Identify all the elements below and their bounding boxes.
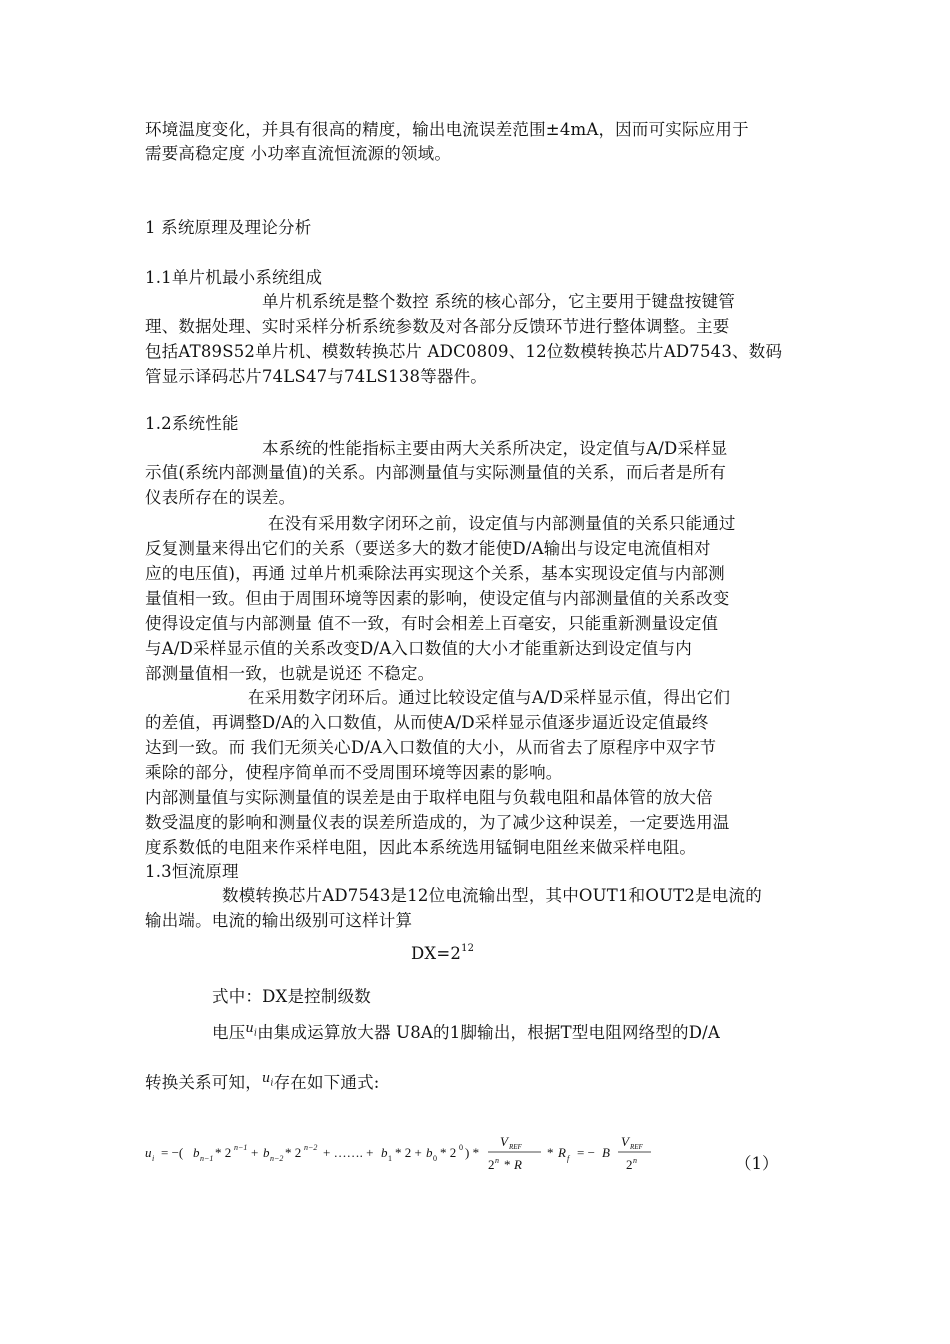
section-1-2-para4-line: 数受温度的影响和测量仪表的误差所造成的，为了减少这种误差，一定要选用温 (145, 813, 730, 832)
output-voltage-formula (145, 1128, 785, 1178)
svg-text:n−2: n−2 (304, 1143, 318, 1152)
svg-text:) *: ) * (465, 1145, 480, 1160)
section-1-2-para4-line: 度系数低的电阻来作采样电阻，因此本系统选用锰铜电阻丝来做采样电阻。 (145, 838, 697, 857)
svg-text:b: b (381, 1145, 388, 1160)
section-1-heading: 1 系统原理及理论分析 (145, 218, 312, 237)
svg-text:B: B (602, 1145, 610, 1160)
section-1-2-para3-line: 乘除的部分，使程序简单而不受周围环境等因素的影响。 (145, 763, 563, 782)
svg-text:*: * (504, 1157, 511, 1172)
section-1-2-para2-line: 量值相一致。但由于周围环境等因素的影响，使设定值与内部测量值的关系改变 (145, 589, 730, 608)
svg-text:V: V (621, 1134, 629, 1149)
svg-text:n−1: n−1 (200, 1154, 214, 1163)
svg-text:R: R (558, 1145, 566, 1160)
svg-text:= −(: = −( (161, 1145, 184, 1160)
svg-text:n−1: n−1 (234, 1143, 248, 1152)
voltage-prefix: 电压 (212, 1023, 246, 1042)
equation-number: （1） (735, 1154, 779, 1173)
section-1-2-para1-line: 示值(系统内部测量值)的关系。内部测量值与实际测量值的关系，而后者是所有 (145, 463, 727, 482)
svg-text:0: 0 (459, 1143, 463, 1152)
section-1-2-para3-line: 的差值，再调整D/A的入口数值，从而使A/D采样显示值逐步逼近设定值最终 (145, 713, 709, 732)
dx-equation-exponent: 12 (461, 943, 475, 954)
section-1-2-para2-line: 应的电压值)，再通 过单片机乘除法再实现这个关系，基本实现设定值与内部测 (145, 564, 725, 583)
svg-text:b: b (263, 1145, 270, 1160)
svg-text:n: n (495, 1156, 499, 1165)
voltage-symbol: ui (245, 1021, 258, 1039)
section-1-2-para2-line: 使得设定值与内部测量 值不一致，有时会相差上百毫安，只能重新测量设定值 (145, 614, 719, 633)
section-1-3-line: 数模转换芯片AD7543是12位电流输出型，其中OUT1和OUT2是电流的 (222, 886, 762, 905)
svg-text:* 2 +: * 2 + (395, 1145, 422, 1160)
intro-line-1: 环境温度变化，并具有很高的精度，输出电流误差范围±4mA，因而可实际应用于 (145, 120, 749, 139)
intro-line-2: 需要高稳定度 小功率直流恒流源的领域。 (145, 144, 452, 163)
voltage-symbol: ui (261, 1071, 274, 1089)
section-1-3-line: 输出端。电流的输出级别可这样计算 (145, 911, 413, 930)
svg-text:* 2: * 2 (215, 1145, 232, 1160)
svg-text:* 2: * 2 (440, 1145, 457, 1160)
section-1-2-heading: 1.2系统性能 (145, 414, 239, 433)
section-1-2-para2-line: 与A/D采样显示值的关系改变D/A入口数值的大小才能重新达到设定值与内 (145, 639, 692, 658)
svg-text:u: u (145, 1145, 152, 1160)
conversion-prefix: 转换关系可知， (145, 1073, 262, 1092)
voltage-rest: 由集成运算放大器 U8A的1脚输出，根据T型电阻网络型的D/A (257, 1023, 721, 1042)
conversion-sentence (145, 1067, 380, 1096)
svg-text:2: 2 (488, 1157, 495, 1172)
section-1-2-para2-line: 反复测量来得出它们的关系（要送多大的数才能使D/A输出与设定电流值相对 (145, 539, 711, 558)
svg-text:1: 1 (388, 1154, 392, 1163)
section-1-3-heading: 1.3恒流原理 (145, 862, 239, 881)
section-1-2-para1-line: 仪表所存在的误差。 (145, 488, 296, 507)
svg-text:+ ……. +: + ……. + (323, 1145, 374, 1160)
dx-equation-base: DX=2 (411, 944, 462, 963)
svg-text:R: R (514, 1157, 522, 1172)
svg-text:f: f (567, 1154, 570, 1163)
section-1-2-para2-line: 在没有采用数字闭环之前，设定值与内部测量值的关系只能通过 (268, 514, 736, 533)
svg-text:*: * (547, 1145, 554, 1160)
section-1-1-line: 管显示译码芯片74LS47与74LS138等器件。 (145, 367, 488, 386)
svg-text:b: b (193, 1145, 200, 1160)
dx-equation (411, 937, 474, 966)
where-clause: 式中：DX是控制级数 (212, 987, 371, 1006)
svg-text:n: n (633, 1156, 637, 1165)
svg-text:2: 2 (626, 1157, 633, 1172)
section-1-1-line: 单片机系统是整个数控 系统的核心部分，它主要用于键盘按键管 (262, 292, 736, 311)
section-1-2-para4-line: 内部测量值与实际测量值的误差是由于取样电阻与负载电阻和晶体管的放大倍 (145, 788, 713, 807)
conversion-rest: 存在如下通式: (273, 1073, 380, 1092)
svg-text:= −: = − (577, 1145, 595, 1160)
section-1-1-line: 包括AT89S52单片机、模数转换芯片 ADC0809、12位数模转换芯片AD7543、数码 (145, 342, 783, 361)
svg-text:0: 0 (433, 1154, 437, 1163)
svg-text:i: i (152, 1154, 155, 1163)
section-1-1-line: 理、数据处理、实时采样分析系统参数及对各部分反馈环节进行整体调整。主要 (145, 317, 730, 336)
svg-text:n−2: n−2 (270, 1154, 284, 1163)
section-1-2-para3-line: 达到一致。而 我们无须关心D/A入口数值的大小，从而省去了原程序中双字节 (145, 738, 717, 757)
section-1-2-para3-line: 在采用数字闭环后。通过比较设定值与A/D采样显示值，得出它们 (248, 688, 731, 707)
svg-text:REF: REF (630, 1143, 643, 1151)
section-1-1-heading: 1.1单片机最小系统组成 (145, 268, 323, 287)
section-1-2-para2-line: 部测量值相一致，也就是说还 不稳定。 (145, 664, 435, 683)
svg-text:+: + (251, 1145, 259, 1160)
svg-text:V: V (500, 1134, 508, 1149)
section-1-2-para1-line: 本系统的性能指标主要由两大关系所决定，设定值与A/D采样显 (262, 439, 728, 458)
svg-text:* 2: * 2 (285, 1145, 302, 1160)
svg-text:b: b (426, 1145, 433, 1160)
svg-text:REF: REF (509, 1143, 522, 1151)
voltage-sentence (212, 1017, 720, 1046)
